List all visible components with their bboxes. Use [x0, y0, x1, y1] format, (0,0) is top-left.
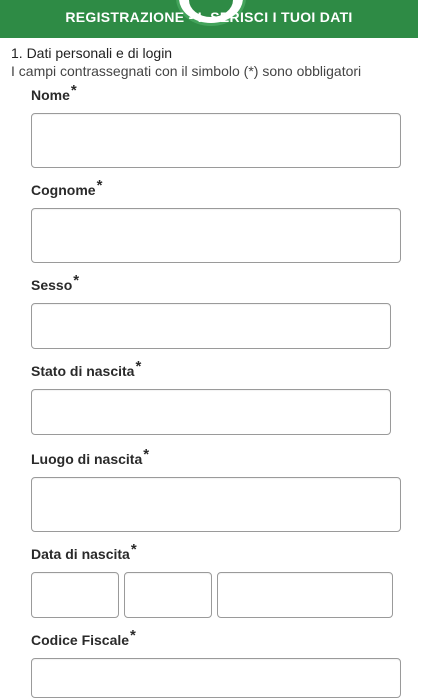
birth-month-select[interactable]	[124, 572, 212, 618]
cognome-label-text: Cognome	[31, 182, 96, 198]
required-asterisk: *	[130, 627, 136, 644]
cognome-label	[31, 177, 103, 199]
data-nascita-label-text: Data di nascita	[31, 546, 130, 562]
birth-year-select[interactable]	[217, 572, 393, 618]
required-asterisk: *	[70, 82, 77, 99]
birth-day-select[interactable]	[31, 572, 119, 618]
codice-fiscale-label	[31, 627, 136, 649]
required-fields-note: I campi contrassegnati con il simbolo (*) sono obbligatori	[11, 63, 362, 79]
codice-fiscale-input[interactable]	[31, 658, 401, 698]
required-asterisk: *	[73, 272, 80, 289]
stato-nascita-select[interactable]	[31, 389, 391, 435]
nome-input[interactable]	[31, 113, 401, 168]
registration-header	[0, 0, 418, 38]
required-asterisk: *	[143, 446, 150, 463]
luogo-nascita-label	[31, 446, 150, 468]
header-title: REGISTRAZIONE - I. SERISCI I TUOI DATI	[65, 9, 353, 25]
nome-label-text: Nome	[31, 87, 70, 103]
required-asterisk: *	[130, 541, 137, 558]
codice-fiscale-label-text: Codice Fiscale	[31, 632, 130, 648]
required-asterisk: *	[96, 177, 103, 194]
luogo-nascita-input[interactable]	[31, 477, 401, 532]
sesso-select[interactable]	[31, 303, 391, 349]
stato-nascita-label-text: Stato di nascita	[31, 363, 135, 379]
section-title: 1. Dati personali e di login	[11, 45, 173, 61]
luogo-nascita-label-text: Luogo di nascita	[31, 451, 143, 467]
nome-label	[31, 82, 77, 104]
data-nascita-label	[31, 541, 137, 563]
cognome-input[interactable]	[31, 208, 401, 263]
required-asterisk: *	[135, 358, 142, 375]
sesso-label	[31, 272, 80, 294]
stato-nascita-label	[31, 358, 142, 380]
sesso-label-text: Sesso	[31, 277, 73, 293]
